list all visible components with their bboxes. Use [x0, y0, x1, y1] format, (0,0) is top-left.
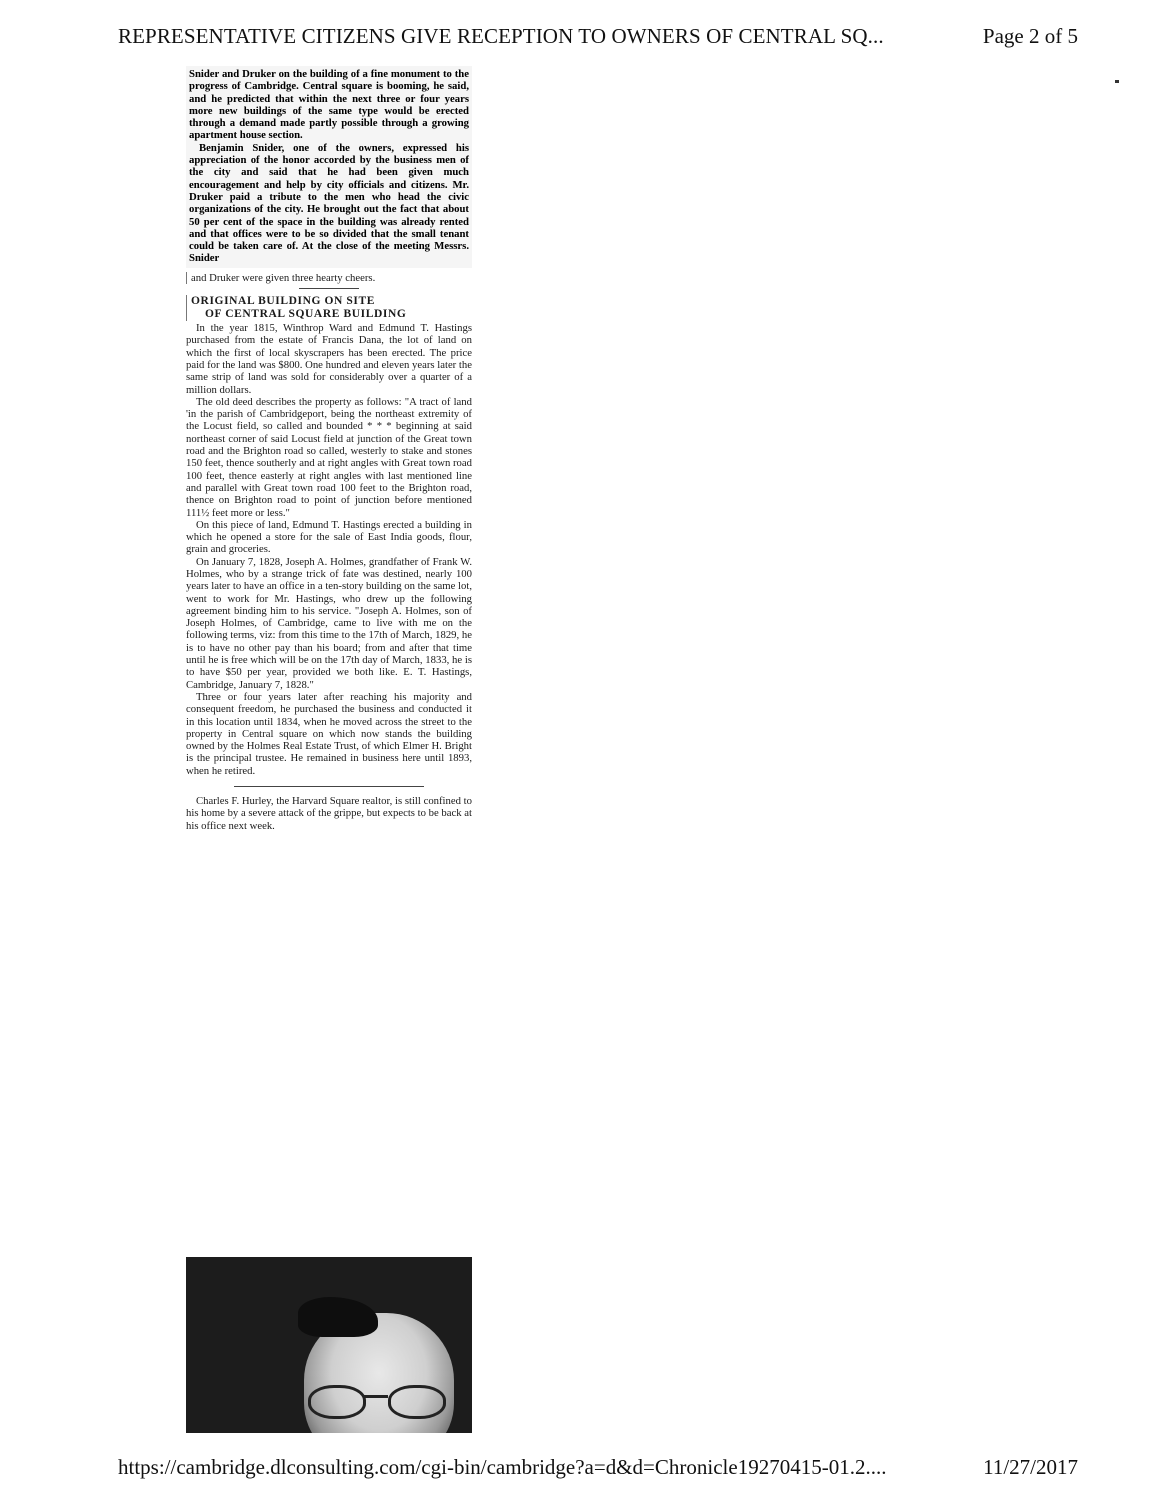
headline-line-1: ORIGINAL BUILDING ON SITE: [191, 295, 376, 308]
paragraph-top: Snider and Druker on the building of a fine monument to the progress of Cambridge. Central square is booming, he said, and he predicted that within the next three or four years more new buildings of the same type would be erected through a demand made partly possible through a growing apartment house section.: [189, 68, 469, 142]
paragraph-store: On this piece of land, Edmund T. Hastings erected a building in which he opened a store for the sale of East India goods, flour, grain and groceries.: [186, 518, 472, 556]
paragraph-cheers: and Druker were given three hearty cheers.: [191, 271, 376, 284]
paragraph-holmes: On January 7, 1828, Joseph A. Holmes, grandfather of Frank W. Holmes, who by a strange trick of fate was destined, nearly 100 years later to have an office in a ten-story building on the same lot, went to work for Mr. Hastings, who drew up the following agreement binding him to his service. "Joseph A. Holmes, son of Joseph Holmes, of Cambridge, came to live with me on the following terms, viz: from this time to the 17th of March, 1829, he is to have no other pay than his board; from and after that time until he is free which will be on the 17th day of March, 1833, he is to have $50 per year, provided we both like. E. T. Hastings, Cambridge, January 7, 1828.": [186, 555, 472, 691]
paragraph-deed: The old deed describes the property as follows: "A tract of land 'in the parish of Cambridgeport, being the northeast extremity of the Locust field, so called and bounded * * * beginning at said northeast corner of said Locust field at junction of the Great town road and the Brighton road so called, westerly to stake and stones 150 feet, thence southerly and at right angles with Great town road 100 feet, thence easterly at right angles with last mentioned line and parallel with Great town road 100 feet to the Brighton road, thence on Brighton road to point of junction before mentioned 111½ feet more or less.": [186, 395, 472, 519]
glasses-lens-right: [388, 1385, 446, 1419]
cheers-block: [186, 272, 472, 284]
long-divider: [234, 786, 424, 787]
document-title: REPRESENTATIVE CITIZENS GIVE RECEPTION TO OWNERS OF CENTRAL SQ...: [118, 24, 884, 48]
glasses-lens-left: [308, 1385, 366, 1419]
paragraph-1815: In the year 1815, Winthrop Ward and Edmund T. Hastings purchased from the estate of Francis Dana, the lot of land on which the first of local skyscrapers has been erected. The price paid for the land was $800. One hundred and eleven years later the same strip of land was sold for considerably over a quarter of a million dollars.: [186, 322, 472, 396]
portrait-hair: [298, 1297, 378, 1337]
print-header: [118, 24, 1078, 56]
paragraph-snider: Benjamin Snider, one of the owners, expressed his appreciation of the honor accorded by the business men of the city and said that he had been given much encouragement and help by city officials and citizens. Mr. Druker paid a tribute to the men who head the civic organizations of the city. He brought out the fact that about 50 per cent of the space in the building was already rented and that offices were to be so divided that the small tenant could be taken care of. At the close of the meeting Messrs. Snider: [189, 141, 469, 265]
print-footer: [118, 1455, 1078, 1485]
portrait-photo: [186, 1257, 472, 1433]
portrait-glasses: [308, 1385, 448, 1415]
newspaper-clipping: [186, 66, 472, 832]
glasses-bridge: [364, 1395, 388, 1398]
short-divider: [299, 288, 359, 289]
paragraph-three-years: Three or four years later after reaching his majority and consequent freedom, he purchased the business and conducted it in this location until 1834, when he moved across the street to the property in Central square on which now stands the building owned by the Holmes Real Estate Trust, of which Elmer H. Bright is the principal trustee. He remained in business here until 1893, when he retired.: [186, 690, 472, 777]
section-headline: [186, 295, 472, 321]
page-number: Page 2 of 5: [982, 24, 1078, 48]
print-date: 11/27/2017: [983, 1455, 1078, 1479]
headline-line-2: OF CENTRAL SQUARE BUILDING: [205, 308, 407, 321]
dark-text-block: [186, 66, 472, 268]
source-url: https://cambridge.dlconsulting.com/cgi-bin/cambridge?a=d&d=Chronicle19270415-01.2....: [118, 1455, 887, 1479]
paragraph-hurley: Charles F. Hurley, the Harvard Square realtor, is still confined to his home by a severe attack of the grippe, but expects to be back at his office next week.: [186, 795, 472, 832]
scan-artifact: [1115, 80, 1119, 83]
